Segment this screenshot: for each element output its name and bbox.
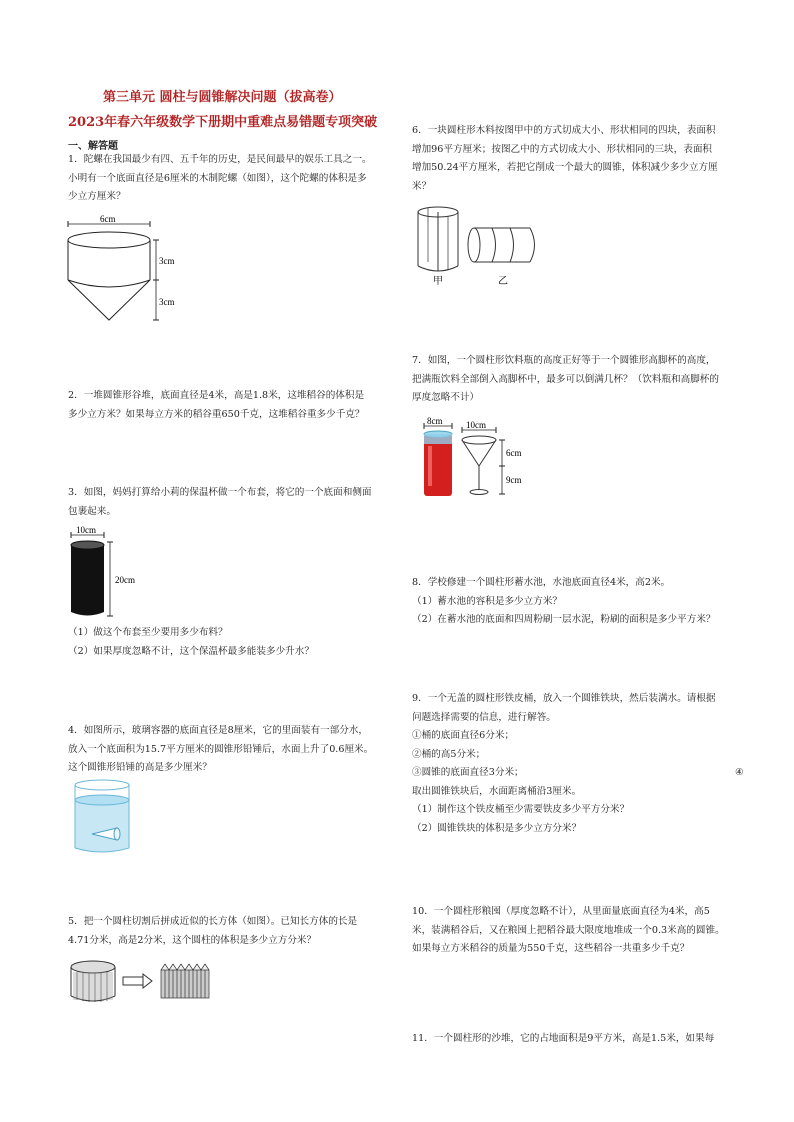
stem-height-label: 9cm bbox=[506, 475, 522, 485]
question-3: 3．如图，妈妈打算给小莉的保温杯做一个布套，将它的一个底面和侧面 包裹起来。 bbox=[68, 487, 372, 517]
question-2: 2．一堆圆锥形谷堆，底面直径是4米，高是1.8米，这堆稻谷的体积是 多少立方米？如果每立方米的稻谷重650千克，这堆稻谷重多少千克？ bbox=[68, 390, 365, 420]
question-4: 4．如图所示，玻璃容器的底面直径是8厘米，它的里面装有一部分水， 放入一个底面积为15.7平方厘米的圆锥形铅锤后，水面上升了0.6厘米。 这个圆锥形铅锤的高是多少厘米？ bbox=[68, 725, 374, 773]
question-9: 9．一个无盖的圆柱形铁皮桶，放入一个圆锥铁块，然后装满水。请根据 问题选择需要的信息，进行解答。 ①桶的底面直径6分米； ②桶的高5分米； ③圆锥的底面直径3分米； ④ 取出圆锥铁块后，水面距离桶沿3厘米。 （1）制作这个铁皮桶至少需要铁皮多少平方分米？ （2）圆锥铁块的体积是多少立方分米？ bbox=[412, 693, 744, 834]
question-3-subs: （1）做这个布套至少要用多少布料？ （2）如果厚度忽略不计，这个保温杯最多能装多少升水？ bbox=[68, 627, 314, 657]
can-diameter-label: 8cm bbox=[427, 416, 443, 426]
question-10: 10．一个圆柱形粮囤（厚度忽略不计），从里面量底面直径为4米，高5 米，装满稻谷后，又在粮囤上把稻谷最大限度地堆成一个0.3米高的圆锥。 如果每立方米稻谷的质量为550千克，这些稻谷一共重多少千克？ bbox=[412, 906, 725, 954]
diameter-label: 6cm bbox=[100, 214, 116, 224]
label-a: 甲 bbox=[433, 276, 443, 287]
page-subtitle: 2023年春六年级数学下册期中重难点易错题专项突破 bbox=[68, 115, 378, 130]
height-label: 20cm bbox=[115, 575, 135, 585]
thermos-figure bbox=[66, 527, 156, 627]
question-5: 5．把一个圆柱切割后拼成近似的长方体（如图）。已知长方体的长是 4.71分米，高是2分米，这个圆柱的体积是多少立方分米？ bbox=[68, 916, 358, 946]
cup-height-label: 6cm bbox=[506, 448, 522, 458]
cup-diameter-label: 10cm bbox=[466, 420, 486, 430]
question-7: 7．如图，一个圆柱形饮料瓶的高度正好等于一个圆锥形高脚杯的高度， 把满瓶饮料全部倒入高脚杯中，最多可以倒满几杯？（饮料瓶和高脚杯的 厚度忽略不计） bbox=[412, 355, 719, 403]
glass-container-figure bbox=[72, 778, 142, 856]
page-title: 第三单元 圆柱与圆锥解决问题（拔高卷） bbox=[103, 90, 342, 105]
label-b: 乙 bbox=[498, 276, 508, 287]
question-1: 1．陀螺在我国最少有四、五千年的历史，是民间最早的娱乐工具之一。 小明有一个底面直径是6厘米的木制陀螺（如图），这个陀螺的体积是多 少立方厘米？ bbox=[68, 154, 372, 202]
question-6: 6．一块圆柱形木料按图甲中的方式切成大小、形状相同的四块，表面积 增加96平方厘米；按图乙中的方式切成大小、形状相同的三块，表面积 增加50.24平方厘米，若把它削成一个最大的圆锥，体积减少多少立方厘 米？ bbox=[412, 125, 718, 192]
wood-cut-figure bbox=[412, 200, 552, 290]
height-label-bottom: 3cm bbox=[159, 297, 175, 307]
question-8: 8．学校修建一个圆柱形蓄水池，水池底面直径4米，高2米。 （1）蓄水池的容积是多少立方米？ （2）在蓄水池的底面和四周粉刷一层水泥，粉刷的面积是多少平方米？ bbox=[412, 577, 716, 625]
can-and-cup-figure bbox=[418, 418, 548, 503]
height-label-top: 3cm bbox=[159, 256, 175, 266]
spinning-top-figure bbox=[60, 212, 190, 332]
cylinder-to-cuboid-figure bbox=[68, 958, 228, 1008]
question-11: 11．一个圆柱形的沙堆，它的占地面积是9平方米，高是1.5米，如果每 bbox=[412, 1033, 715, 1044]
diameter-label: 10cm bbox=[76, 525, 96, 535]
section-heading: 一、解答题 bbox=[68, 141, 118, 152]
